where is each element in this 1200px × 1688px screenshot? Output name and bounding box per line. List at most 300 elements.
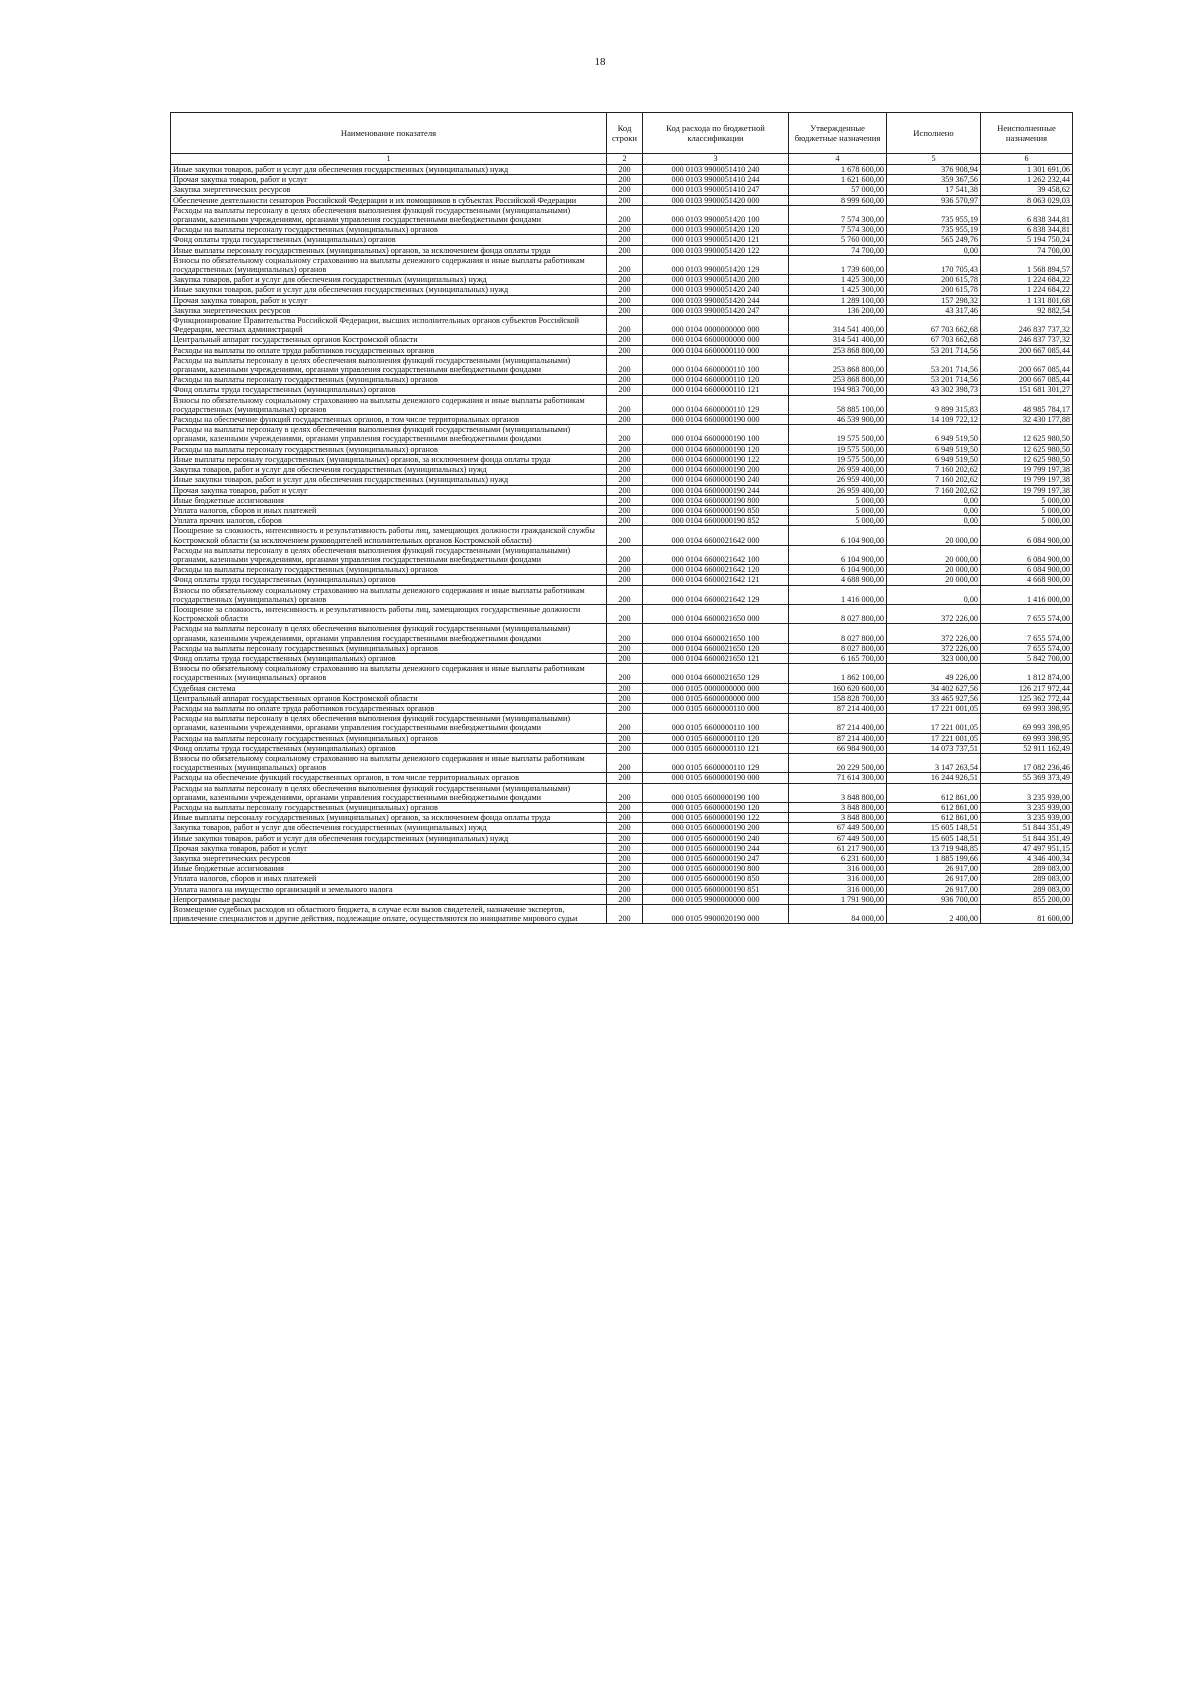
row-executed: 15 605 148,51 [887, 833, 981, 843]
row-name: Центральный аппарат государственных органов Костромской области [171, 693, 607, 703]
row-budget-code: 000 0103 9900051420 240 [643, 285, 789, 295]
row-line-code: 200 [607, 585, 643, 604]
header-line-code: Код строки [607, 113, 643, 154]
table-row [171, 454, 1073, 464]
table-row [171, 225, 1073, 235]
row-name: Расходы на выплаты персоналу в целях обеспечения выполнения функций государственными (муниципальными) органами, казенными учреждениями, органами управления государственными внебюджетными фондами [171, 545, 607, 564]
row-unexecuted: 1 568 894,57 [981, 255, 1073, 274]
column-number: 5 [887, 154, 981, 165]
row-executed: 372 226,00 [887, 624, 981, 643]
row-unexecuted: 5 194 750,24 [981, 235, 1073, 245]
table-row [171, 516, 1073, 526]
row-executed: 170 705,43 [887, 255, 981, 274]
row-approved: 1 678 600,00 [789, 165, 887, 175]
row-unexecuted: 8 063 029,03 [981, 195, 1073, 205]
row-executed: 372 226,00 [887, 643, 981, 653]
row-name: Закупка энергетических ресурсов [171, 854, 607, 864]
row-budget-code: 000 0103 9900051420 100 [643, 205, 789, 224]
row-approved: 5 000,00 [789, 505, 887, 515]
row-name: Иные выплаты персоналу государственных (муниципальных) органов, за исключением фонда оплаты труда [171, 245, 607, 255]
row-budget-code: 000 0105 6600000000 000 [643, 693, 789, 703]
row-unexecuted: 17 082 236,46 [981, 753, 1073, 772]
row-name: Возмещение судебных расходов из областного бюджета, в случае если вызов свидетелей, назначение экспертов, привлечение специалистов и другие действия, подлежащие оплате, осуществляются по инициативе мирового судьи [171, 905, 607, 924]
row-unexecuted: 39 458,62 [981, 185, 1073, 195]
column-number: 4 [789, 154, 887, 165]
column-number: 1 [171, 154, 607, 165]
row-line-code: 200 [607, 813, 643, 823]
table-row [171, 905, 1073, 924]
row-line-code: 200 [607, 604, 643, 623]
row-budget-code: 000 0105 6600000190 800 [643, 864, 789, 874]
table-row [171, 693, 1073, 703]
row-unexecuted: 289 083,00 [981, 864, 1073, 874]
row-executed: 0,00 [887, 495, 981, 505]
row-budget-code: 000 0104 6600021650 121 [643, 653, 789, 663]
row-budget-code: 000 0104 6600000190 200 [643, 465, 789, 475]
row-approved: 57 000,00 [789, 185, 887, 195]
row-budget-code: 000 0104 6600000000 000 [643, 335, 789, 345]
row-line-code: 200 [607, 894, 643, 904]
row-line-code: 200 [607, 516, 643, 526]
row-approved: 316 000,00 [789, 874, 887, 884]
row-budget-code: 000 0104 6600021650 129 [643, 664, 789, 683]
row-name: Фонд оплаты труда государственных (муниципальных) органов [171, 385, 607, 395]
row-unexecuted: 19 799 197,38 [981, 465, 1073, 475]
row-approved: 5 000,00 [789, 495, 887, 505]
row-line-code: 200 [607, 165, 643, 175]
column-number: 3 [643, 154, 789, 165]
row-line-code: 200 [607, 624, 643, 643]
row-name: Поощрение за сложность, интенсивность и результативность работы лиц, замещающих должности гражданской службы Костромской области (за исключением руководителей исполнительных органов Костромской области) [171, 526, 607, 545]
row-budget-code: 000 0104 6600000110 000 [643, 345, 789, 355]
row-budget-code: 000 0104 6600021642 129 [643, 585, 789, 604]
row-name: Расходы на выплаты персоналу в целях обеспечения выполнения функций государственными (муниципальными) органами, казенными учреждениями, органами управления государственными внебюджетными фондами [171, 714, 607, 733]
row-approved: 8 027 800,00 [789, 604, 887, 623]
row-unexecuted: 246 837 737,32 [981, 335, 1073, 345]
budget-execution-table [170, 112, 1073, 924]
row-name: Иные выплаты персоналу государственных (муниципальных) органов, за исключением фонда оплаты труда [171, 813, 607, 823]
table-row [171, 195, 1073, 205]
row-budget-code: 000 0104 6600000110 120 [643, 375, 789, 385]
row-line-code: 200 [607, 316, 643, 335]
header-budget-code: Код расхода по бюджетной классификации [643, 113, 789, 154]
row-budget-code: 000 0105 6600000110 100 [643, 714, 789, 733]
row-executed: 20 000,00 [887, 545, 981, 564]
row-executed: 17 221 001,05 [887, 733, 981, 743]
row-name: Функционирование Правительства Российской Федерации, высших исполнительных органов субъектов Российской Федерации, местных администраций [171, 316, 607, 335]
row-line-code: 200 [607, 175, 643, 185]
row-name: Закупка товаров, работ и услуг для обеспечения государственных (муниципальных) нужд [171, 465, 607, 475]
row-executed: 26 917,00 [887, 884, 981, 894]
row-approved: 1 416 000,00 [789, 585, 887, 604]
row-unexecuted: 1 416 000,00 [981, 585, 1073, 604]
row-executed: 936 570,97 [887, 195, 981, 205]
row-name: Прочая закупка товаров, работ и услуг [171, 485, 607, 495]
table-row [171, 575, 1073, 585]
row-approved: 1 289 100,00 [789, 295, 887, 305]
row-executed: 936 700,00 [887, 894, 981, 904]
row-unexecuted: 5 842 700,00 [981, 653, 1073, 663]
row-line-code: 200 [607, 783, 643, 802]
row-budget-code: 000 0104 6600000190 852 [643, 516, 789, 526]
table-row [171, 425, 1073, 444]
table-row [171, 664, 1073, 683]
row-budget-code: 000 0104 6600021642 120 [643, 565, 789, 575]
row-name: Центральный аппарат государственных органов Костромской области [171, 335, 607, 345]
row-executed: 67 703 662,68 [887, 316, 981, 335]
row-approved: 314 541 400,00 [789, 316, 887, 335]
row-executed: 14 109 722,12 [887, 415, 981, 425]
row-unexecuted: 69 993 398,95 [981, 703, 1073, 713]
row-name: Расходы на выплаты персоналу государственных (муниципальных) органов [171, 643, 607, 653]
row-line-code: 200 [607, 205, 643, 224]
table-row [171, 884, 1073, 894]
table-row [171, 395, 1073, 414]
row-executed: 1 885 199,66 [887, 854, 981, 864]
row-budget-code: 000 0105 6600000110 121 [643, 743, 789, 753]
row-budget-code: 000 0105 6600000110 120 [643, 733, 789, 743]
table-row [171, 733, 1073, 743]
row-executed: 15 605 148,51 [887, 823, 981, 833]
row-unexecuted: 151 681 301,27 [981, 385, 1073, 395]
row-approved: 136 200,00 [789, 305, 887, 315]
row-executed: 2 400,00 [887, 905, 981, 924]
row-budget-code: 000 0104 0000000000 000 [643, 316, 789, 335]
row-budget-code: 000 0104 6600000190 850 [643, 505, 789, 515]
row-line-code: 200 [607, 335, 643, 345]
row-unexecuted: 12 625 980,50 [981, 444, 1073, 454]
table-row [171, 753, 1073, 772]
row-name: Прочая закупка товаров, работ и услуг [171, 843, 607, 853]
row-line-code: 200 [607, 195, 643, 205]
row-budget-code: 000 0105 6600000190 851 [643, 884, 789, 894]
row-executed: 67 703 662,68 [887, 335, 981, 345]
row-budget-code: 000 0105 6600000190 120 [643, 803, 789, 813]
row-approved: 6 104 900,00 [789, 526, 887, 545]
row-unexecuted: 200 667 085,44 [981, 345, 1073, 355]
row-budget-code: 000 0105 6600000190 247 [643, 854, 789, 864]
row-executed: 13 719 948,85 [887, 843, 981, 853]
row-name: Фонд оплаты труда государственных (муниципальных) органов [171, 235, 607, 245]
row-approved: 1 425 300,00 [789, 275, 887, 285]
row-line-code: 200 [607, 864, 643, 874]
row-unexecuted: 6 838 344,81 [981, 225, 1073, 235]
row-name: Взносы по обязательному социальному страхованию на выплаты денежного содержания и иные выплаты работникам государственных (муниципальных) органов [171, 585, 607, 604]
row-name: Уплата налога на имущество организаций и земельного налога [171, 884, 607, 894]
table-row [171, 833, 1073, 843]
row-line-code: 200 [607, 185, 643, 195]
row-budget-code: 000 0105 6600000190 244 [643, 843, 789, 853]
table-row [171, 205, 1073, 224]
row-approved: 6 104 900,00 [789, 545, 887, 564]
row-budget-code: 000 0105 0000000000 000 [643, 683, 789, 693]
row-line-code: 200 [607, 526, 643, 545]
row-executed: 7 160 202,62 [887, 485, 981, 495]
row-unexecuted: 92 882,54 [981, 305, 1073, 315]
row-budget-code: 000 0105 9900000000 000 [643, 894, 789, 904]
row-line-code: 200 [607, 505, 643, 515]
row-unexecuted: 32 430 177,88 [981, 415, 1073, 425]
row-budget-code: 000 0105 6600000110 000 [643, 703, 789, 713]
row-line-code: 200 [607, 714, 643, 733]
row-budget-code: 000 0105 6600000190 000 [643, 773, 789, 783]
row-unexecuted: 246 837 737,32 [981, 316, 1073, 335]
row-line-code: 200 [607, 395, 643, 414]
row-budget-code: 000 0104 6600000190 800 [643, 495, 789, 505]
table-row [171, 415, 1073, 425]
row-line-code: 200 [607, 425, 643, 444]
row-line-code: 200 [607, 905, 643, 924]
row-budget-code: 000 0104 6600000190 100 [643, 425, 789, 444]
row-executed: 6 949 519,50 [887, 425, 981, 444]
table-row [171, 465, 1073, 475]
row-approved: 253 868 800,00 [789, 355, 887, 374]
row-unexecuted: 7 655 574,00 [981, 643, 1073, 653]
row-name: Взносы по обязательному социальному страхованию на выплаты денежного содержания и иные выплаты работникам государственных (муниципальных) органов [171, 664, 607, 683]
row-approved: 84 000,00 [789, 905, 887, 924]
row-line-code: 200 [607, 345, 643, 355]
row-approved: 253 868 800,00 [789, 375, 887, 385]
table-row [171, 335, 1073, 345]
row-name: Расходы на выплаты персоналу государственных (муниципальных) органов [171, 225, 607, 235]
row-approved: 316 000,00 [789, 864, 887, 874]
row-name: Расходы на выплаты по оплате труда работников государственных органов [171, 345, 607, 355]
row-budget-code: 000 0103 9900051420 000 [643, 195, 789, 205]
row-line-code: 200 [607, 733, 643, 743]
row-name: Расходы на выплаты персоналу государственных (муниципальных) органов [171, 733, 607, 743]
table-row [171, 385, 1073, 395]
table-row [171, 585, 1073, 604]
row-budget-code: 000 0104 6600000190 240 [643, 475, 789, 485]
row-executed: 323 000,00 [887, 653, 981, 663]
row-approved: 26 959 400,00 [789, 485, 887, 495]
row-executed: 49 226,00 [887, 664, 981, 683]
row-executed: 0,00 [887, 585, 981, 604]
row-name: Расходы на выплаты персоналу государственных (муниципальных) органов [171, 803, 607, 813]
row-name: Иные бюджетные ассигнования [171, 495, 607, 505]
row-executed: 376 908,94 [887, 165, 981, 175]
row-approved: 8 027 800,00 [789, 624, 887, 643]
row-unexecuted: 51 844 351,49 [981, 833, 1073, 843]
row-approved: 1 739 600,00 [789, 255, 887, 274]
row-approved: 1 621 600,00 [789, 175, 887, 185]
row-unexecuted: 81 600,00 [981, 905, 1073, 924]
row-executed: 34 402 627,56 [887, 683, 981, 693]
table-row [171, 526, 1073, 545]
table-row [171, 305, 1073, 315]
table-row [171, 345, 1073, 355]
row-approved: 19 575 500,00 [789, 425, 887, 444]
row-name: Закупка энергетических ресурсов [171, 305, 607, 315]
table-row [171, 894, 1073, 904]
row-name: Взносы по обязательному социальному страхованию на выплаты денежного содержания и иные выплаты работникам государственных (муниципальных) органов [171, 255, 607, 274]
row-name: Расходы на обеспечение функций государственных органов, в том числе территориальных органов [171, 415, 607, 425]
row-name: Взносы по обязательному социальному страхованию на выплаты денежного содержания и иные выплаты работникам государственных (муниципальных) органов [171, 753, 607, 772]
table-row [171, 703, 1073, 713]
row-executed: 20 000,00 [887, 565, 981, 575]
table-row [171, 823, 1073, 833]
row-unexecuted: 1 812 874,00 [981, 664, 1073, 683]
row-approved: 3 848 800,00 [789, 803, 887, 813]
row-line-code: 200 [607, 225, 643, 235]
row-executed: 7 160 202,62 [887, 465, 981, 475]
row-approved: 87 214 400,00 [789, 703, 887, 713]
row-name: Расходы на выплаты персоналу в целях обеспечения выполнения функций государственными (муниципальными) органами, казенными учреждениями, органами управления государственными внебюджетными фондами [171, 355, 607, 374]
row-approved: 61 217 900,00 [789, 843, 887, 853]
table-row [171, 813, 1073, 823]
row-name: Расходы на выплаты по оплате труда работников государственных органов [171, 703, 607, 713]
row-executed: 735 955,19 [887, 205, 981, 224]
row-unexecuted: 200 667 085,44 [981, 375, 1073, 385]
table-row [171, 295, 1073, 305]
table-row [171, 375, 1073, 385]
row-executed: 3 147 263,54 [887, 753, 981, 772]
row-name: Иные закупки товаров, работ и услуг для обеспечения государственных (муниципальных) нужд [171, 285, 607, 295]
row-name: Обеспечение деятельности сенаторов Российской Федерации и их помощников в субъектах Российской Федерации [171, 195, 607, 205]
table-row [171, 475, 1073, 485]
row-approved: 5 000,00 [789, 516, 887, 526]
row-executed: 200 615,78 [887, 285, 981, 295]
row-line-code: 200 [607, 495, 643, 505]
row-unexecuted: 52 911 162,49 [981, 743, 1073, 753]
row-line-code: 200 [607, 295, 643, 305]
row-name: Расходы на обеспечение функций государственных органов, в том числе территориальных органов [171, 773, 607, 783]
table-row [171, 874, 1073, 884]
header-indicator-name: Наименование показателя [171, 113, 607, 154]
table-row [171, 803, 1073, 813]
row-budget-code: 000 0104 6600021650 120 [643, 643, 789, 653]
row-line-code: 200 [607, 355, 643, 374]
row-approved: 6 104 900,00 [789, 565, 887, 575]
row-approved: 26 959 400,00 [789, 465, 887, 475]
row-approved: 67 449 500,00 [789, 833, 887, 843]
row-unexecuted: 19 799 197,38 [981, 475, 1073, 485]
row-executed: 43 302 398,73 [887, 385, 981, 395]
row-name: Фонд оплаты труда государственных (муниципальных) органов [171, 653, 607, 663]
row-unexecuted: 1 131 801,68 [981, 295, 1073, 305]
table-row [171, 643, 1073, 653]
row-executed: 20 000,00 [887, 575, 981, 585]
row-approved: 1 862 100,00 [789, 664, 887, 683]
row-executed: 735 955,19 [887, 225, 981, 235]
row-approved: 160 620 600,00 [789, 683, 887, 693]
table-body [171, 165, 1073, 924]
row-name: Расходы на выплаты персоналу государственных (муниципальных) органов [171, 375, 607, 385]
table-row [171, 495, 1073, 505]
row-executed: 14 073 737,51 [887, 743, 981, 753]
row-unexecuted: 51 844 351,49 [981, 823, 1073, 833]
row-name: Поощрение за сложность, интенсивность и результативность работы лиц, замещающих государственные должности Костромской области [171, 604, 607, 623]
row-name: Расходы на выплаты персоналу в целях обеспечения выполнения функций государственными (муниципальными) органами, казенными учреждениями, органами управления государственными внебюджетными фондами [171, 783, 607, 802]
row-line-code: 200 [607, 475, 643, 485]
row-name: Иные закупки товаров, работ и услуг для обеспечения государственных (муниципальных) нужд [171, 475, 607, 485]
row-line-code: 200 [607, 643, 643, 653]
row-name: Уплата прочих налогов, сборов [171, 516, 607, 526]
row-name: Иные бюджетные ассигнования [171, 864, 607, 874]
table-row [171, 714, 1073, 733]
row-budget-code: 000 0104 6600000110 100 [643, 355, 789, 374]
row-budget-code: 000 0104 6600021650 100 [643, 624, 789, 643]
row-budget-code: 000 0104 6600000190 120 [643, 444, 789, 454]
row-budget-code: 000 0103 9900051420 200 [643, 275, 789, 285]
table-row [171, 783, 1073, 802]
row-executed: 17 221 001,05 [887, 703, 981, 713]
row-budget-code: 000 0103 9900051420 122 [643, 245, 789, 255]
row-budget-code: 000 0103 9900051420 129 [643, 255, 789, 274]
row-name: Иные выплаты персоналу государственных (муниципальных) органов, за исключением фонда оплаты труда [171, 454, 607, 464]
row-approved: 5 760 000,00 [789, 235, 887, 245]
column-number: 2 [607, 154, 643, 165]
table-row [171, 444, 1073, 454]
row-line-code: 200 [607, 255, 643, 274]
table-row [171, 545, 1073, 564]
row-unexecuted: 19 799 197,38 [981, 485, 1073, 495]
table-row [171, 743, 1073, 753]
table-row [171, 245, 1073, 255]
row-line-code: 200 [607, 285, 643, 295]
row-line-code: 200 [607, 773, 643, 783]
row-line-code: 200 [607, 275, 643, 285]
row-line-code: 200 [607, 693, 643, 703]
row-line-code: 200 [607, 575, 643, 585]
row-budget-code: 000 0103 9900051420 120 [643, 225, 789, 235]
row-line-code: 200 [607, 743, 643, 753]
row-line-code: 200 [607, 485, 643, 495]
row-line-code: 200 [607, 703, 643, 713]
row-executed: 0,00 [887, 245, 981, 255]
row-budget-code: 000 0104 6600021650 000 [643, 604, 789, 623]
row-approved: 1 791 900,00 [789, 894, 887, 904]
row-executed: 16 244 926,51 [887, 773, 981, 783]
row-executed: 26 917,00 [887, 874, 981, 884]
row-executed: 17 541,38 [887, 185, 981, 195]
row-approved: 26 959 400,00 [789, 475, 887, 485]
table-row [171, 185, 1073, 195]
row-approved: 316 000,00 [789, 884, 887, 894]
row-executed: 6 949 519,50 [887, 454, 981, 464]
row-budget-code: 000 0103 9900051410 247 [643, 185, 789, 195]
row-unexecuted: 126 217 972,44 [981, 683, 1073, 693]
row-unexecuted: 3 235 939,00 [981, 813, 1073, 823]
row-executed: 0,00 [887, 516, 981, 526]
row-approved: 66 984 900,00 [789, 743, 887, 753]
row-executed: 372 226,00 [887, 604, 981, 623]
row-name: Закупка энергетических ресурсов [171, 185, 607, 195]
row-name: Расходы на выплаты персоналу в целях обеспечения выполнения функций государственными (муниципальными) органами, казенными учреждениями, органами управления государственными внебюджетными фондами [171, 205, 607, 224]
row-name: Иные закупки товаров, работ и услуг для обеспечения государственных (муниципальных) нужд [171, 165, 607, 175]
row-name: Фонд оплаты труда государственных (муниципальных) органов [171, 575, 607, 585]
row-unexecuted: 855 200,00 [981, 894, 1073, 904]
row-approved: 46 539 900,00 [789, 415, 887, 425]
row-unexecuted: 5 000,00 [981, 516, 1073, 526]
row-budget-code: 000 0105 6600000190 240 [643, 833, 789, 843]
row-executed: 200 615,78 [887, 275, 981, 285]
row-budget-code: 000 0103 9900051410 240 [643, 165, 789, 175]
row-line-code: 200 [607, 884, 643, 894]
table-row [171, 235, 1073, 245]
row-budget-code: 000 0104 6600021642 121 [643, 575, 789, 585]
row-approved: 194 983 700,00 [789, 385, 887, 395]
row-unexecuted: 6 838 344,81 [981, 205, 1073, 224]
row-approved: 4 688 900,00 [789, 575, 887, 585]
row-budget-code: 000 0104 6600000110 121 [643, 385, 789, 395]
row-executed: 53 201 714,56 [887, 355, 981, 374]
row-line-code: 200 [607, 854, 643, 864]
row-line-code: 200 [607, 454, 643, 464]
column-number-row [171, 154, 1073, 165]
row-approved: 253 868 800,00 [789, 345, 887, 355]
row-unexecuted: 6 084 900,00 [981, 565, 1073, 575]
